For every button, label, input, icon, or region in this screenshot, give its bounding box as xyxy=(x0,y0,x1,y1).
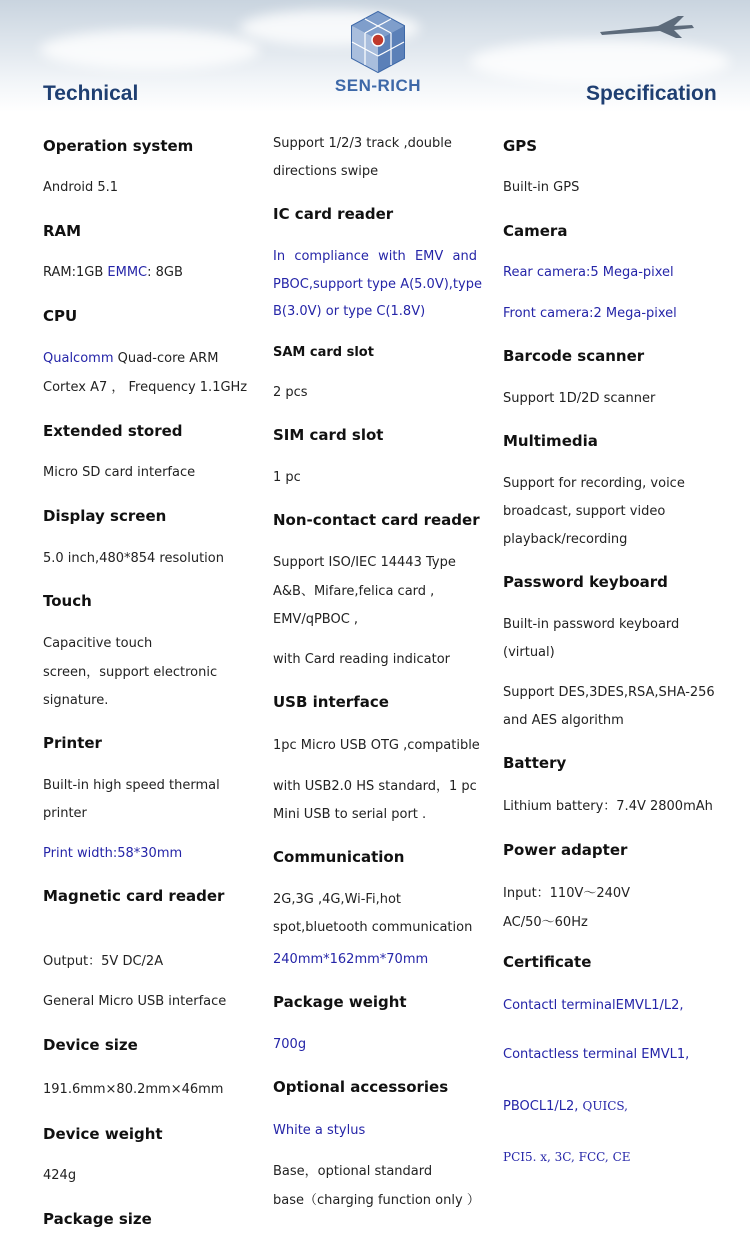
touch-title: Touch xyxy=(43,592,92,610)
power-title: Power adapter xyxy=(503,841,628,859)
device-size-value: 191.6mm×80.2mm×46mm xyxy=(43,1082,224,1097)
mag-title: Magnetic card reader xyxy=(43,887,225,905)
accessories-title: Optional accessories xyxy=(273,1078,449,1096)
ic-line: In compliance with EMV and xyxy=(273,249,477,264)
ext-title: Extended stored xyxy=(43,422,183,440)
cert-quics: QUICS, xyxy=(582,1099,628,1113)
accessories-line: base（charging function only ） xyxy=(273,1193,480,1208)
ram-value-part: RAM:1GB xyxy=(43,265,108,280)
multimedia-line: Support for recording, voice xyxy=(503,476,685,491)
nfc-line: A&B、Mifare,felica card , xyxy=(273,584,435,599)
printer-width: Print width:58*30mm xyxy=(43,846,183,861)
usb-line: with USB2.0 HS standard，1 pc xyxy=(273,779,477,794)
touch-line: signature. xyxy=(43,693,109,708)
track-line: directions swipe xyxy=(273,164,379,179)
gps-value: Built-in GPS xyxy=(503,180,580,195)
cert-line: PCI5. x, 3C, FCC, CE xyxy=(503,1150,631,1164)
airplane-icon xyxy=(598,12,694,40)
power-line: Input：110V～240V xyxy=(503,886,631,901)
crypto-line: and AES algorithm xyxy=(503,713,624,728)
sim-title: SIM card slot xyxy=(273,426,384,444)
comm-line: 2G,3G ,4G,Wi-Fi,hot xyxy=(273,892,402,907)
comm-title: Communication xyxy=(273,848,405,866)
multimedia-line: broadcast, support video xyxy=(503,504,666,519)
ic-line: B(3.0V) or type C(1.8V) xyxy=(273,304,426,319)
usb-line: 1pc Micro USB OTG ,compatible xyxy=(273,738,480,753)
sam-value: 2 pcs xyxy=(273,385,308,400)
cpu-line xyxy=(43,345,218,373)
usb-line: Mini USB to serial port . xyxy=(273,807,427,822)
ic-title: IC card reader xyxy=(273,205,394,223)
camera-front: Front camera:2 Mega-pixel xyxy=(503,306,677,321)
ram-value-part: : 8GB xyxy=(147,265,183,280)
battery-value: Lithium battery：7.4V 2800mAh xyxy=(503,799,713,814)
cpu-line: Cortex A7 ， Frequency 1.1GHz xyxy=(43,380,248,395)
multimedia-title: Multimedia xyxy=(503,432,598,450)
brand-logo xyxy=(332,10,424,98)
cert-line: Contactl terminalEMVL1/L2, xyxy=(503,998,684,1013)
cpu-line-rest: Quad-core ARM xyxy=(113,351,219,366)
camera-title: Camera xyxy=(503,222,568,240)
camera-rear: Rear camera:5 Mega-pixel xyxy=(503,265,674,280)
ic-line: PBOC,support type A(5.0V),type xyxy=(273,277,482,292)
multimedia-line: playback/recording xyxy=(503,532,628,547)
package-weight-title: Package weight xyxy=(273,993,407,1011)
page-title-right: Specification xyxy=(586,82,717,105)
password-line: Built-in password keyboard xyxy=(503,617,680,632)
ram-title: RAM xyxy=(43,222,82,240)
nfc-line: EMV/qPBOC , xyxy=(273,612,359,627)
touch-line: screen，support electronic xyxy=(43,665,218,680)
accessories-line: Base，optional standard xyxy=(273,1164,433,1179)
display-value: 5.0 inch,480*854 resolution xyxy=(43,551,224,566)
crypto-line: Support DES,3DES,RSA,SHA-256 xyxy=(503,685,715,700)
barcode-value: Support 1D/2D scanner xyxy=(503,391,656,406)
device-weight-value: 424g xyxy=(43,1168,77,1183)
nfc-line: Support ISO/IEC 14443 Type xyxy=(273,555,456,570)
usb-micro-value: General Micro USB interface xyxy=(43,994,227,1009)
printer-line: printer xyxy=(43,806,87,821)
device-size-title: Device size xyxy=(43,1036,138,1054)
ext-value: Micro SD card interface xyxy=(43,465,196,480)
brand-name: SEN-RICH xyxy=(334,76,422,95)
printer-line: Built-in high speed thermal xyxy=(43,778,220,793)
comm-line: spot,bluetooth communication xyxy=(273,920,473,935)
printer-title: Printer xyxy=(43,734,102,752)
os-value: Android 5.1 xyxy=(43,180,119,195)
page-title-left: Technical xyxy=(43,82,139,105)
power-line: AC/50～60Hz xyxy=(503,915,588,930)
ram-emmc-label: EMMC xyxy=(107,265,148,280)
touch-line: Capacitive touch xyxy=(43,636,153,651)
cert-line xyxy=(503,1092,628,1121)
cpu-brand: Qualcomm xyxy=(43,351,114,366)
package-size-title: Package size xyxy=(43,1210,152,1228)
track-line: Support 1/2/3 track ,double xyxy=(273,136,452,151)
cert-title: Certificate xyxy=(503,953,592,971)
sam-title: SAM card slot xyxy=(273,345,374,360)
nfc-title: Non-contact card reader xyxy=(273,511,480,529)
device-weight-title: Device weight xyxy=(43,1125,163,1143)
battery-title: Battery xyxy=(503,754,567,772)
gps-title: GPS xyxy=(503,137,538,155)
package-weight-value: 700g xyxy=(273,1037,307,1052)
os-title: Operation system xyxy=(43,137,194,155)
display-title: Display screen xyxy=(43,507,167,525)
cpu-title: CPU xyxy=(43,307,78,325)
cert-line: Contactless terminal EMVL1, xyxy=(503,1047,690,1062)
output-value: Output：5V DC/2A xyxy=(43,954,164,969)
barcode-title: Barcode scanner xyxy=(503,347,645,365)
password-title: Password keyboard xyxy=(503,573,668,591)
package-size-value: 240mm*162mm*70mm xyxy=(273,952,429,967)
password-line: (virtual) xyxy=(503,645,555,660)
cert-pboc: PBOCL1/L2, xyxy=(503,1099,583,1114)
sim-value: 1 pc xyxy=(273,470,301,485)
ram-value xyxy=(43,259,183,287)
usb-title: USB interface xyxy=(273,693,389,711)
nfc-line: with Card reading indicator xyxy=(273,652,450,667)
accessories-line: White a stylus xyxy=(273,1123,366,1138)
logo-cube-icon xyxy=(348,10,408,74)
